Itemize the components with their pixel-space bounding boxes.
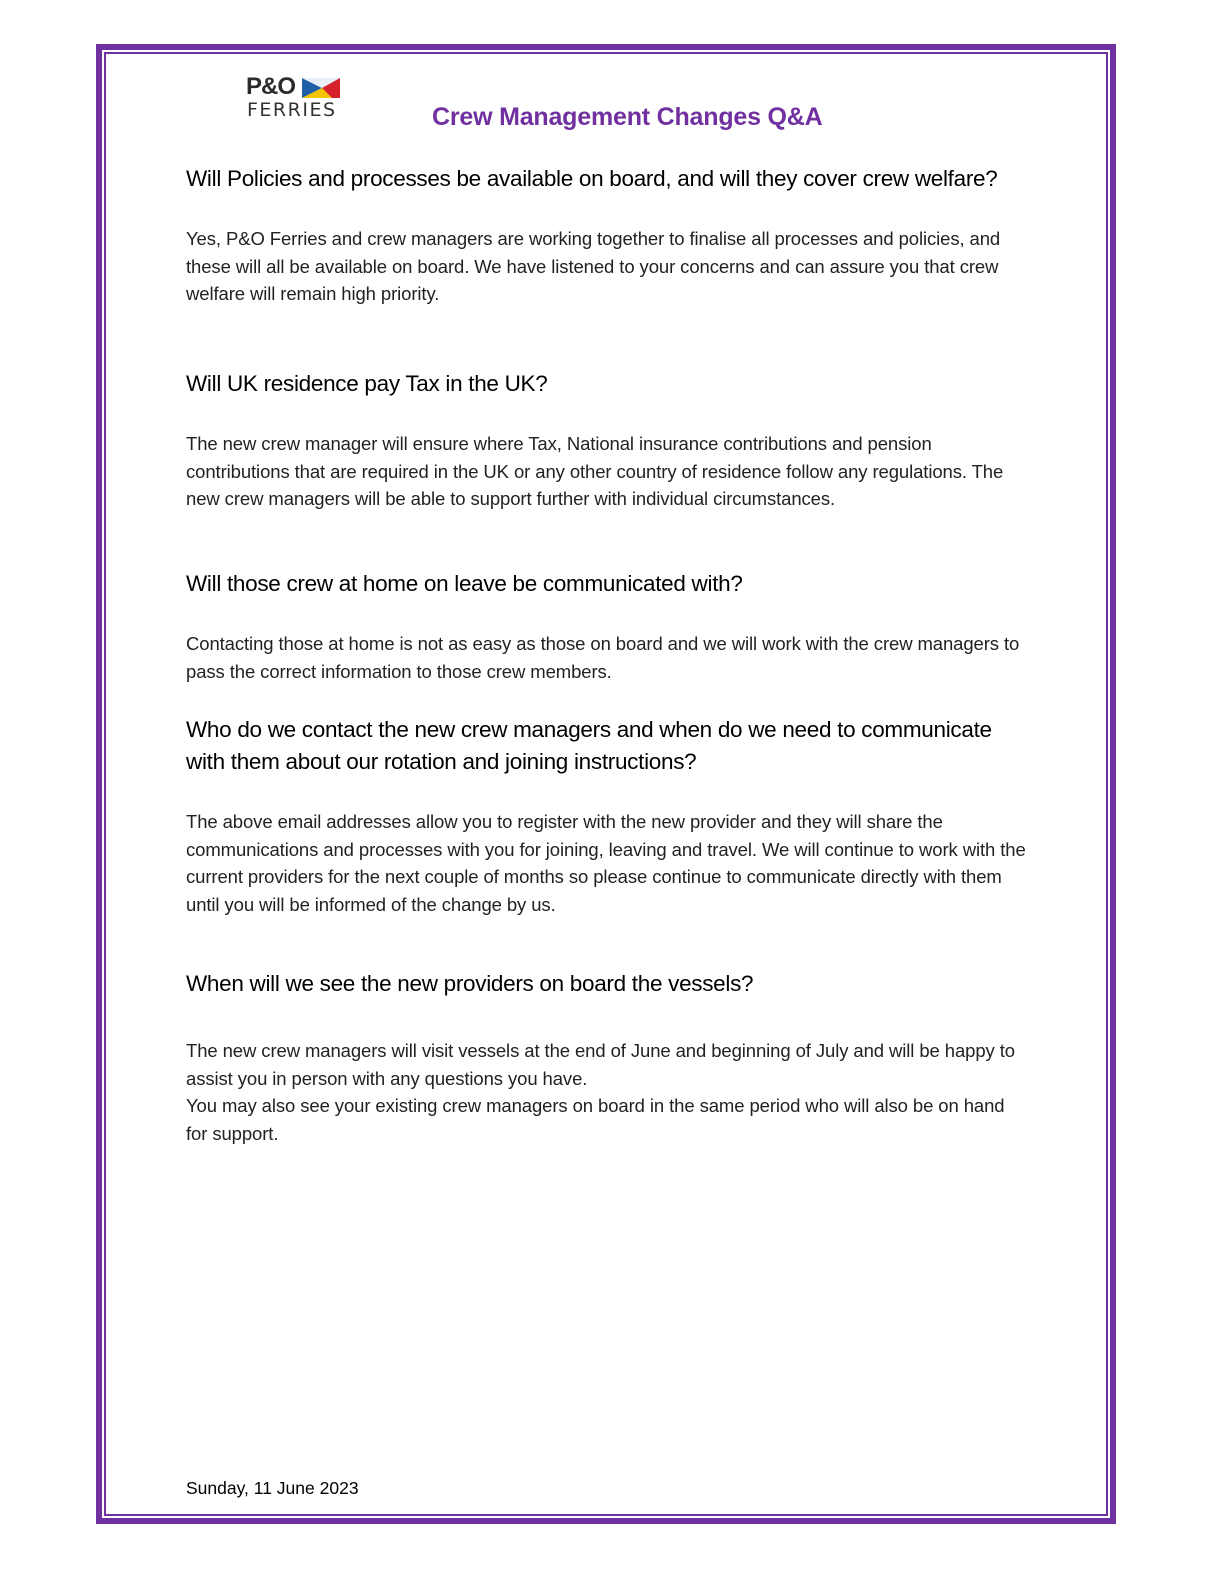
answer-text: [186, 630, 1026, 685]
answer-paragraph: Contacting those at home is not as easy as those on board and we will work with the crew managers to pass the correct information to those crew members.: [186, 633, 1020, 682]
answer-paragraph: The new crew managers will visit vessels at the end of June and beginning of July and will be happy to assist you in person with any questions you have.: [186, 1040, 1015, 1089]
question-heading: Will those crew at home on leave be communicated with?: [186, 571, 743, 596]
qa-item: [186, 368, 1026, 513]
answer-text: [186, 430, 1026, 513]
logo-wordmark-po: P&O: [246, 73, 296, 100]
answer-text: [186, 225, 1026, 308]
qa-item: [186, 714, 1026, 918]
question-heading: Will UK residence pay Tax in the UK?: [186, 371, 548, 396]
qa-item: [186, 163, 1026, 308]
flag-icon: [302, 78, 340, 98]
document-title: Crew Management Changes Q&A: [432, 103, 823, 131]
answer-paragraph: The above email addresses allow you to register with the new provider and they will share the communications and processes with you for joining, leaving and travel. We will continue to work with the current providers for the next couple of months so please continue to communicate directly with them until you will be informed of the change by us.: [186, 811, 1026, 915]
answer-text: [186, 1037, 1026, 1147]
qa-item: [186, 968, 1026, 1147]
answer-paragraph: The new crew manager will ensure where Tax, National insurance contributions and pension contributions that are required in the UK or any other country of residence follow any regulations. The new crew managers will be able to support further with individual circumstances.: [186, 433, 1004, 509]
answer-paragraph: Yes, P&O Ferries and crew managers are working together to finalise all processes and policies, and these will all be available on board. We have listened to your concerns and can assure you that crew welfare will remain high priority.: [186, 228, 1001, 304]
answer-paragraph: You may also see your existing crew managers on board in the same period who will also be on hand for support.: [186, 1095, 1005, 1144]
question-heading: When will we see the new providers on board the vessels?: [186, 971, 754, 996]
question-heading: Who do we contact the new crew managers and when do we need to communicate with them about our rotation and joining instructions?: [186, 717, 992, 774]
po-ferries-logo: [246, 74, 346, 124]
footer-date: Sunday, 11 June 2023: [186, 1478, 359, 1498]
logo-wordmark-ferries: FERRIES: [247, 99, 337, 121]
question-heading: Will Policies and processes be available on board, and will they cover crew welfare?: [186, 166, 998, 191]
answer-text: [186, 808, 1026, 918]
qa-item: [186, 568, 1026, 685]
